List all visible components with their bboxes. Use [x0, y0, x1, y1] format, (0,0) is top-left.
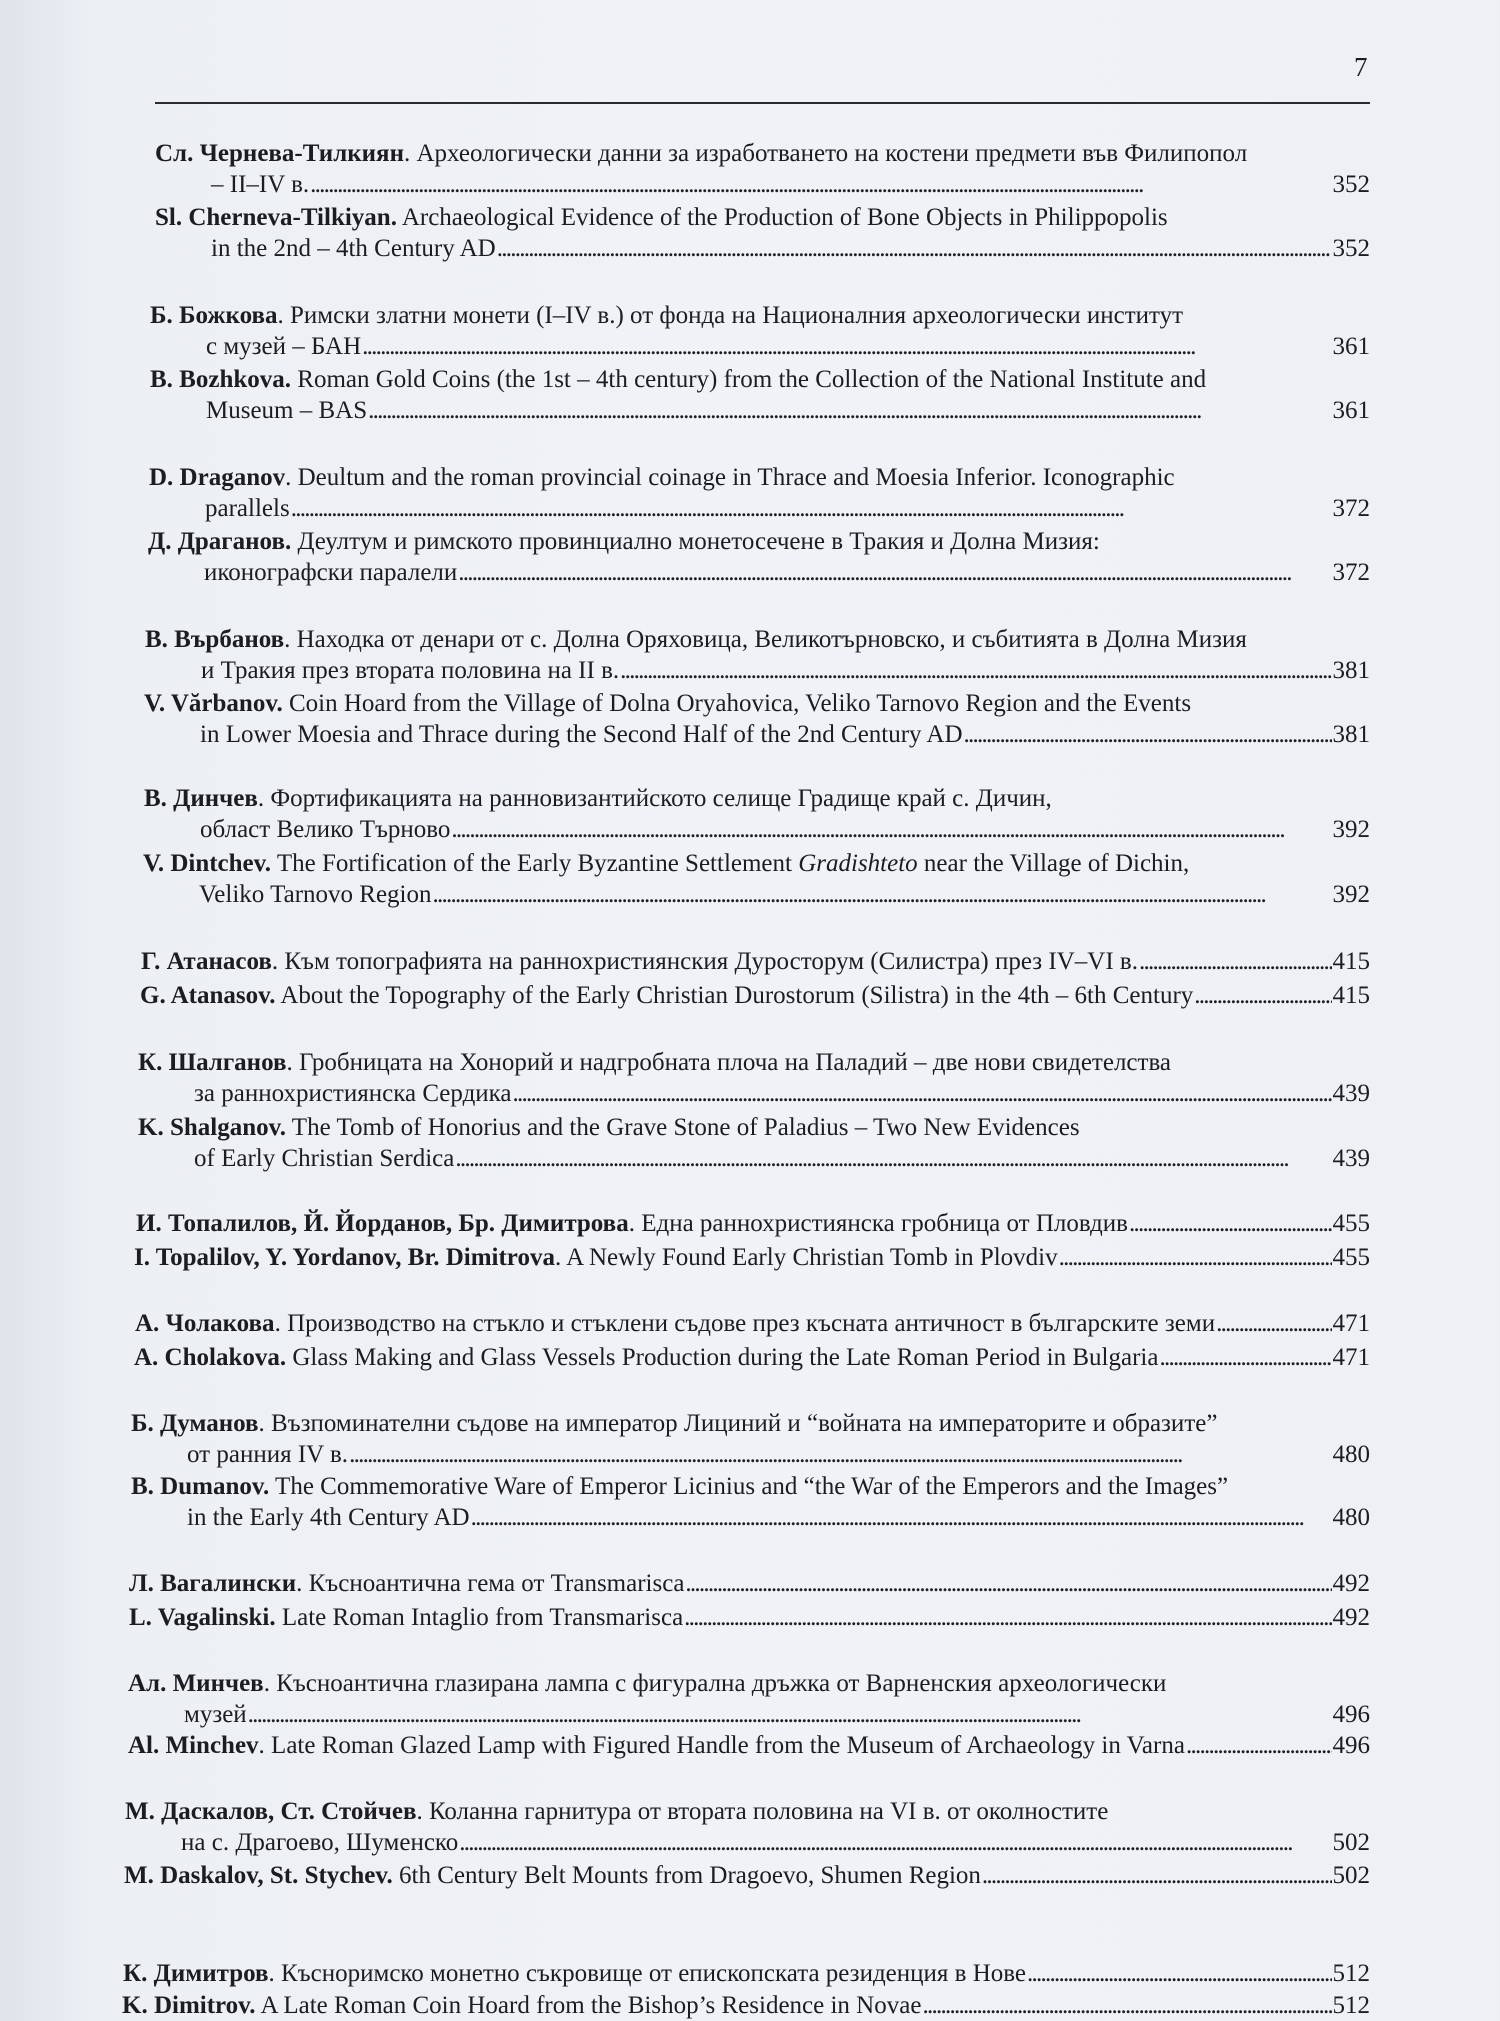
toc-entry [138, 1112, 1370, 1174]
entry-title-tail: near the Village of Dichin, [917, 850, 1190, 877]
entry-separator: . [268, 1960, 282, 1987]
toc-entry [129, 1568, 1370, 1599]
toc-entry [128, 1730, 1370, 1761]
entry-page-number: 492 [1332, 1570, 1370, 1597]
entry-title: A Newly Found Early Christian Tomb in Plovdiv [566, 1244, 1058, 1271]
leader-dots [513, 1078, 1332, 1109]
entry-author: Б. Божкова [150, 302, 278, 329]
toc-entry [131, 1408, 1370, 1470]
entry-author: Ал. Минчев [128, 1670, 264, 1697]
leader-dots [455, 1143, 1331, 1174]
leader-dots [1139, 946, 1332, 977]
entry-separator: . [296, 1570, 309, 1597]
entry-title: Coin Hoard from the Village of Dolna Oryahovica, Veliko Tarnovo Region and the Events [288, 690, 1192, 717]
entry-author: V. Dintchev. [143, 850, 272, 877]
entry-page-number: 372 [1332, 495, 1370, 522]
leader-dots [471, 1502, 1332, 1533]
entry-title: Deultum and the roman provincial coinage in Thrace and Moesia Inferior. Iconographic [297, 464, 1175, 491]
entry-title: The Tomb of Honorius and the Grave Stone of Paladius – Two New Evidences [291, 1114, 1080, 1141]
entry-page-number: 361 [1332, 333, 1370, 360]
entry-author: Л. Вагалински [129, 1570, 297, 1597]
toc-entry [129, 1602, 1370, 1633]
entry-title-italic: Gradishteto [798, 850, 918, 877]
entry-page-number: 439 [1332, 1145, 1370, 1172]
entry-title-continued: parallels [205, 495, 290, 522]
entry-page-number: 381 [1332, 657, 1370, 684]
toc-entry [148, 526, 1370, 588]
leader-dots [1194, 980, 1331, 1011]
entry-title-continued: иконографски паралели [204, 559, 458, 586]
leader-dots [497, 233, 1332, 264]
entry-author: К. Шалганов [138, 1049, 287, 1076]
leader-dots [362, 331, 1331, 362]
toc-entry [128, 1668, 1370, 1730]
entry-title: The Fortification of the Early Byzantine Settlement [276, 850, 799, 877]
entry-separator: . [274, 1310, 288, 1337]
entry-page-number: 455 [1332, 1210, 1370, 1237]
toc-entry [155, 138, 1370, 200]
entry-separator: . [403, 140, 417, 167]
header-rule [155, 102, 1370, 104]
entry-author: Сл. Чернева-Тилкиян [155, 140, 404, 167]
entry-separator: . [286, 1049, 299, 1076]
leader-dots [1186, 1730, 1332, 1761]
entry-title: Археологически данни за изработването на костени предмети във Филипопол [416, 140, 1248, 167]
toc-entry [134, 1342, 1370, 1373]
entry-separator: . [263, 1670, 277, 1697]
entry-author: B. Dumanov. [131, 1473, 270, 1500]
entry-author: И. Топалилов, Й. Йорданов, Бр. Димитрова [136, 1210, 629, 1237]
entry-author: M. Daskalov, St. Stychev. [124, 1862, 393, 1889]
entry-title: A Late Roman Coin Hoard from the Bishop’s Residence in Novae [260, 1992, 922, 2019]
leader-dots [620, 655, 1331, 686]
leader-dots [685, 1568, 1331, 1599]
entry-page-number: 502 [1332, 1829, 1370, 1856]
page-number: 7 [1354, 52, 1368, 82]
entry-page-number: 392 [1332, 881, 1370, 908]
entry-separator: . [628, 1210, 642, 1237]
entry-separator: . [257, 785, 271, 812]
entry-separator: . [554, 1244, 567, 1271]
toc-entry [138, 1047, 1370, 1109]
entry-title-continued: на с. Драгоево, Шуменско [181, 1829, 459, 1856]
leader-dots [368, 395, 1331, 426]
entry-author: Б. Думанов [131, 1410, 259, 1437]
entry-separator: . [277, 302, 291, 329]
entry-author: Sl. Cherneva-Tilkiyan. [155, 204, 397, 231]
toc-entry [135, 1308, 1370, 1339]
toc-entry [149, 462, 1370, 524]
entry-title-continued: – II–IV в. [211, 171, 310, 198]
entry-separator: . [258, 1410, 272, 1437]
entry-author: В. Върбанов [145, 626, 285, 653]
entry-author: Д. Драганов. [148, 528, 292, 555]
leader-dots [964, 719, 1332, 750]
entry-page-number: 512 [1332, 1960, 1370, 1987]
entry-title: Glass Making and Glass Vessels Production during the Late Roman Period in Bulgaria [292, 1344, 1159, 1371]
entry-title: Late Roman Glazed Lamp with Figured Handle from the Museum of Archaeology in Varna [271, 1732, 1185, 1759]
toc-entry [122, 1990, 1370, 2021]
entry-page-number: 381 [1332, 721, 1370, 748]
entry-title: 6th Century Belt Mounts from Dragoevo, Shumen Region [399, 1862, 981, 1889]
entry-title-continued: и Тракия през втората половина на II в. [201, 657, 620, 684]
leader-dots [458, 557, 1331, 588]
entry-page-number: 352 [1332, 171, 1370, 198]
entry-author: В. Динчев [144, 785, 258, 812]
entry-author: L. Vagalinski. [129, 1604, 276, 1631]
toc-entry [134, 1242, 1370, 1273]
entry-title: Коланна гарнитура от втората половина на VI в. от околностите [428, 1798, 1109, 1825]
leader-dots [310, 169, 1331, 200]
leader-dots [459, 1827, 1331, 1858]
entry-page-number: 352 [1332, 235, 1370, 262]
entry-page-number: 471 [1332, 1310, 1370, 1337]
entry-author: М. Даскалов, Ст. Стойчев [125, 1798, 417, 1825]
toc-entry [143, 848, 1370, 910]
entry-title: Производство на стъкло и стъклени съдове през късната античност в българските земи [287, 1310, 1216, 1337]
entry-author: V. Vărbanov. [144, 690, 283, 717]
entry-page-number: 415 [1332, 982, 1370, 1009]
leader-dots [248, 1699, 1332, 1730]
toc-entry [136, 1208, 1370, 1239]
entry-title: The Commemorative Ware of Emperor Licinius and “the War of the Emperors and the Images” [275, 1473, 1229, 1500]
entry-title-continued: с музей – БАН [206, 333, 362, 360]
entry-author: G. Atanasov. [140, 982, 276, 1009]
entry-separator: . [416, 1798, 429, 1825]
entry-title-continued: of Early Christian Serdica [194, 1145, 455, 1172]
toc-entry [131, 1471, 1370, 1533]
entry-title: Към топографията на раннохристиянския Дуросторум (Силистра) през IV–VI в. [284, 948, 1138, 975]
entry-page-number: 471 [1332, 1344, 1370, 1371]
entry-separator: . [271, 948, 285, 975]
entry-page-number: 392 [1332, 816, 1370, 843]
entry-title: Гробницата на Хонорий и надгробната плоча на Паладий – две нови свидетелства [298, 1049, 1172, 1076]
toc-entry [144, 783, 1370, 845]
entry-page-number: 496 [1332, 1701, 1370, 1728]
entry-title: Една раннохристиянска гробница от Пловдив [641, 1210, 1128, 1237]
entry-title-continued: Veliko Tarnovo Region [199, 881, 432, 908]
entry-title: Roman Gold Coins (the 1st – 4th century) from the Collection of the National Institute and [297, 366, 1207, 393]
toc-entry [150, 364, 1370, 426]
entry-title: Деултум и римското провинциално монетосечене в Тракия и Долна Мизия: [297, 528, 1100, 555]
entry-title-continued: in the 2nd – 4th Century AD [211, 235, 496, 262]
entry-author: I. Topalilov, Y. Yordanov, Br. Dimitrova [134, 1244, 555, 1271]
leader-dots [1159, 1342, 1331, 1373]
entry-title-continued: музей [184, 1701, 247, 1728]
leader-dots [291, 493, 1332, 524]
entry-page-number: 492 [1332, 1604, 1370, 1631]
entry-separator: . [258, 1732, 272, 1759]
entry-page-number: 480 [1332, 1441, 1370, 1468]
entry-title-continued: от ранния IV в. [187, 1441, 349, 1468]
entry-title-continued: in the Early 4th Century AD [187, 1504, 470, 1531]
toc-entry [124, 1860, 1370, 1891]
entry-title: Фортификацията на ранновизантийското селище Градище край с. Дичин, [270, 785, 1052, 812]
entry-author: Г. Атанасов [141, 948, 272, 975]
entry-author: A. Cholakova. [134, 1344, 287, 1371]
entry-title: Римски златни монети (I–IV в.) от фонда на Националния археологически институт [290, 302, 1184, 329]
entry-title: Късноримско монетно съкровище от епископската резиденция в Нове [281, 1960, 1027, 1987]
entry-page-number: 512 [1332, 1992, 1370, 2019]
entry-author: Al. Minchev [128, 1732, 259, 1759]
entry-author: К. Димитров [123, 1960, 269, 1987]
leader-dots [922, 1990, 1331, 2021]
entry-page-number: 361 [1332, 397, 1370, 424]
entry-title-continued: област Велико Търново [200, 816, 451, 843]
entry-separator: . [284, 626, 297, 653]
entry-title: About the Topography of the Early Christian Durostorum (Silistra) in the 4th – 6th Century [280, 982, 1194, 1009]
entry-author: А. Чолакова [135, 1310, 275, 1337]
leader-dots [432, 879, 1331, 910]
leader-dots [1027, 1958, 1331, 1989]
leader-dots [349, 1439, 1331, 1470]
entry-page-number: 372 [1332, 559, 1370, 586]
entry-title: Късноантична глазирана лампа с фигурална дръжка от Варненския археологически [276, 1670, 1167, 1697]
entry-author: K. Shalganov. [138, 1114, 286, 1141]
leader-dots [982, 1860, 1332, 1891]
toc-entry [155, 202, 1370, 264]
entry-separator: . [285, 464, 298, 491]
entry-title-continued: in Lower Moesia and Thrace during the Second Half of the 2nd Century AD [200, 721, 963, 748]
entry-author: D. Draganov [149, 464, 286, 491]
entry-page-number: 480 [1332, 1504, 1370, 1531]
entry-page-number: 455 [1332, 1244, 1370, 1271]
leader-dots [1216, 1308, 1331, 1339]
leader-dots [451, 814, 1331, 845]
leader-dots [1129, 1208, 1332, 1239]
entry-title-continued: за раннохристиянска Сердика [194, 1080, 512, 1107]
entry-page-number: 496 [1332, 1732, 1370, 1759]
entry-author: B. Bozhkova. [150, 366, 292, 393]
entry-title-continued: Museum – BAS [206, 397, 368, 424]
entry-page-number: 502 [1332, 1862, 1370, 1889]
entry-title: Находка от денари от с. Долна Оряховица, Великотърновско, и събитията в Долна Мизия [296, 626, 1247, 653]
toc-entry [125, 1796, 1370, 1858]
toc-entry [141, 946, 1370, 977]
entry-title: Късноантична гема от Transmarisca [308, 1570, 685, 1597]
leader-dots [1059, 1242, 1332, 1273]
entry-title: Archaeological Evidence of the Production of Bone Objects in Philippopolis [401, 204, 1168, 231]
entry-page-number: 415 [1332, 948, 1370, 975]
toc-entry [123, 1958, 1370, 1989]
toc-entry [144, 688, 1370, 750]
toc-entry [145, 624, 1370, 686]
entry-title: Възпоминателни съдове на император Лициний и “войната на императорите и образите” [271, 1410, 1218, 1437]
entry-author: K. Dimitrov. [122, 1992, 256, 2019]
entry-title: Late Roman Intaglio from Transmarisca [281, 1604, 684, 1631]
leader-dots [684, 1602, 1331, 1633]
toc-entry [140, 980, 1370, 1011]
toc-entry [150, 300, 1370, 362]
entry-page-number: 439 [1332, 1080, 1370, 1107]
